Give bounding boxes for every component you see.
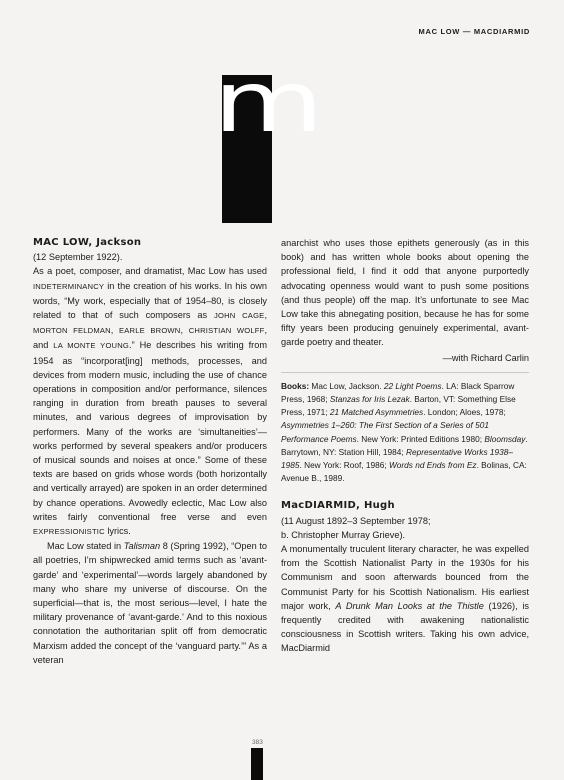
entry-heading-macdiarmid: MacDIARMID, Hugh — [281, 500, 395, 512]
entry-heading-mac-low: MAC LOW, Jackson — [33, 237, 142, 248]
entry-birthname-macdiarmid: b. Christopher Murray Grieve). — [281, 529, 406, 540]
entry-dates-mac-low: (12 September 1922). — [33, 252, 123, 263]
entry-dates-macdiarmid: (11 August 1892–3 September 1978; — [281, 515, 431, 526]
left-column — [33, 236, 267, 667]
footer-bar — [251, 748, 263, 780]
page-number: 383 — [252, 739, 263, 746]
right-column — [281, 236, 529, 656]
bibliography: Books: Mac Low, Jackson. 22 Light Poems. LA: Black Sparrow Press, 1968; Stanzas for Iris Lezak. Barton, VT: Something Else Press, 1971; 21 Matched Asymmetries. London; Aloes, 1978; Asymmetries 1–260: The First Section of a Series of 501 Performance Poems. New York: Printed Editions 1980; Bloomsday. Barrytown, NY: Station Hill, 1984; Representative Works 1938–1985. New York: Roof, 1986; Words nd Ends from Ez. Bolinas, CA: Avenue B., 1989. — [281, 372, 529, 486]
body-paragraph: As a poet, composer, and dramatist, Mac Low has used INDETERMINANCY in the creation of his works. In his own words, “My work, especially that of 1954–80, is closely related to that of such composers as JOHN CAGE, MORTON FELDMAN, EARLE BROWN, CHRISTIAN WOLFF, and LA MONTE YOUNG.” He describes his writing from 1954 as “incorporat[ing] methods, processes, and devices from modern music, including the use of chance operations in composition and/or performance, silences ranging in duration from breath pauses to several minutes, and various degrees of improvisation by performers. Many of the works are ‘simultaneities’—works performed by several speakers and/or producers of musical sounds and noises at once.” Some of these texts are based on grids whose words (both horizontally and vertically arrayed) are spoken in an order determined by chance operations. Avowedly eclectic, Mac Low also writes fairly conventional free verse and even EXPRESSIONISTIC lyrics. — [33, 266, 268, 537]
contributor-signoff: —with Richard Carlin — [442, 352, 529, 363]
section-letter: m — [213, 53, 324, 151]
body-paragraph: Mac Low stated in Talisman 8 (Spring 1992), “Open to all poetries, I’m shipwrecked amid terms such as ‘avant-garde’ and ‘experimental’—words largely abandoned by many who share my universe of discourse. On the superficial—that is, the most serious—level, I hate the military provenance of ‘avant-garde.’ And to this noxious connotation the authoritarian split off from democratic Marxism added the concept of the ‘vanguard party.’” As a veteran — [33, 541, 267, 665]
body-paragraph: A monumentally truculent literary character, he was expelled from the Scottish Nationalist Party in the 1930s for his Communism and soon afterwards bounced from the Communist Party for his Scottish Nationalism. His earliest major work, A Drunk Man Looks at the Thistle (1926), is frequently credited with awakening nationalistic consciousness in Scottish writers. Taking his own advice, MacDiarmid — [281, 544, 530, 654]
body-paragraph: anarchist who uses those epithets generously (as in this book) and has written whole books about opening the professional field, I find it odd that anyone purportedly advocating openness would want to push some positions (and thus people) off the map. It’s unfortunate to see Mac Low take this abnegating position, because he has for some fifty years been producing genuinely experimental, avant-garde poetry and theater. — [281, 238, 529, 348]
running-head: MAC LOW — MACDIARMID — [418, 27, 530, 36]
